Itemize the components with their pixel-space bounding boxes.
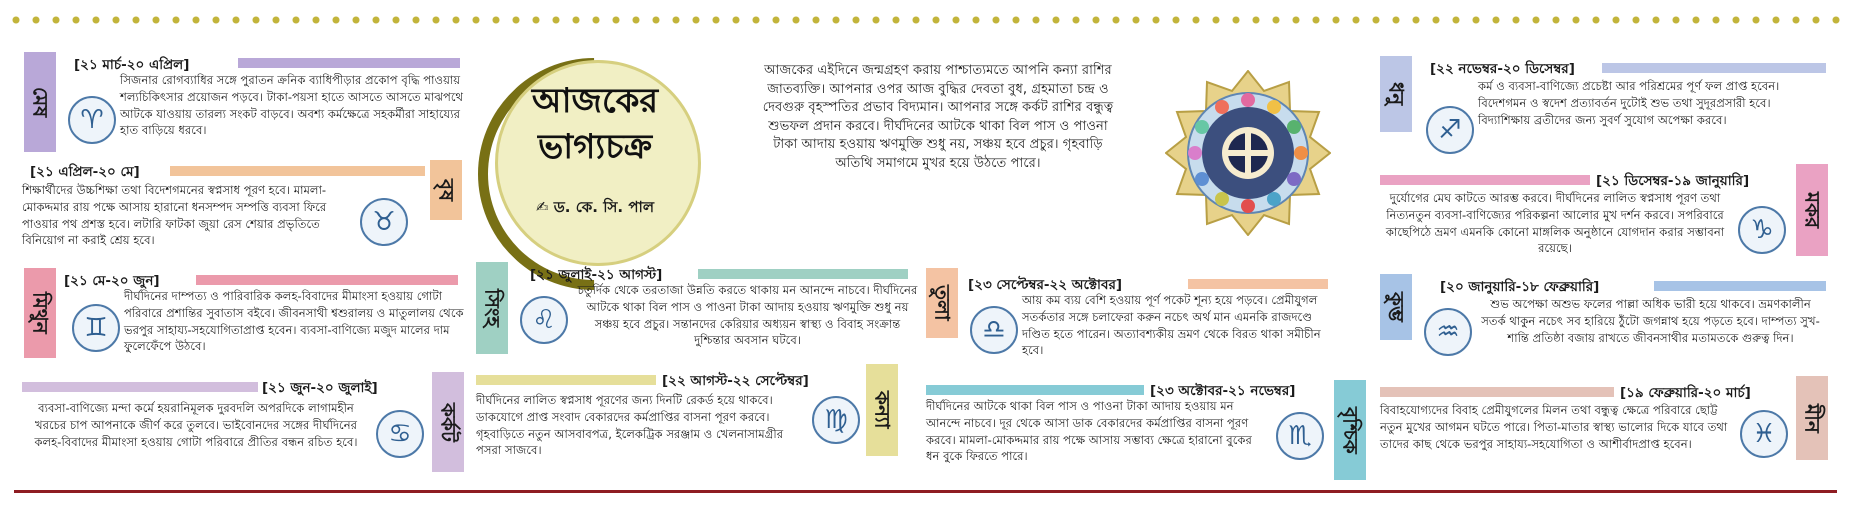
color-bar xyxy=(1380,175,1590,185)
sign-date: [২০ জানুয়ারি-১৮ ফেব্রুয়ারি] xyxy=(1440,279,1600,295)
title-line-1: আজকের xyxy=(531,81,659,121)
taurus-icon: ♉ xyxy=(360,198,408,246)
sign-text: শুভ অপেক্ষা অশুভ ফলের পাল্লা অধিক ভারী হয়ে থাকবে। ভ্রমণকালীন সতর্ক থাকুন নচেৎ সব হারিয়ে ঠুঁটো জগন্নাথ হয়ে পড়তে হবে। দাম্পত্য সুখ-শান্তি প্রতিষ্ঠা বজায় রাখতে জীবনসাথীর মতামতকে গুরুত্ব দিন। xyxy=(1481,297,1820,345)
sign-text: দীর্ঘদিনের দাম্পত্য ও পারিবারিক কলহ-বিবাদের মীমাংসা হওয়ায় গোটা পরিবারে প্রশান্তির সুবাতাস বইবে। জীবনসাথী শ্বশুরালয় ও মাতুলালয় থেকে ভরপুর সাহায্য-সহযোগিতাপ্রাপ্ত হবেন। ব্যবসা-বাণিজ্যে মজুদ মালের দাম ফুলেফেঁপে উঠবে। xyxy=(124,289,464,354)
color-bar xyxy=(1602,63,1826,73)
sign-name: কর্কট xyxy=(436,402,461,442)
leo-icon: ♌ xyxy=(520,296,568,344)
sign-name: ধনু xyxy=(1384,82,1409,106)
sign-date: [২৩ সেপ্টেম্বর-২২ অক্টোবর] xyxy=(968,277,1123,293)
sign-name: তুলা xyxy=(930,285,955,321)
sign-name: মেষ xyxy=(28,86,53,118)
sign-text: শিক্ষার্থীদের উচ্চশিক্ষা তথা বিদেশগমনের স্বপ্নসাধ পূরণ হবে। মামলা-মোকদ্দমার রায় পক্ষে আসায় হারানো ধনসম্পদ সম্পত্তি ব্যবসা ফিরে পাওয়ার পথ প্রশস্ত হবে। লটারি ফাটকা জুয়া রেস শেয়ার প্রভৃতিতে বিনিয়োগ না করাই শ্রেয় হবে। xyxy=(22,183,327,248)
sign-date: [২১ মে-২০ জুন] xyxy=(64,273,160,289)
sign-tab-kumbha xyxy=(1380,274,1412,340)
sign-name: মকর xyxy=(1800,191,1825,229)
sign-text: আয় কম ব্যয় বেশি হওয়ায় পূর্ণ পকেট শূন্য হয়ে পড়বে। প্রেমীযুগল সতর্কতার সঙ্গে চলাফেরা করুন নচেৎ অর্থ মান এমনকি রাজদণ্ডে দণ্ডিত হতে পারেন। অত্যাবশ্যকীয় ভ্রমণ থেকে বিরত থাকা সমীচীন হবে। xyxy=(1022,293,1321,358)
author-byline: ✍ ড. কে. সি. পাল xyxy=(535,198,655,216)
sign-date: [২১ ডিসেম্বর-১৯ জানুয়ারি] xyxy=(1596,173,1750,189)
aquarius-icon: ♒ xyxy=(1424,308,1472,356)
aries-icon: ♈ xyxy=(68,96,116,144)
sign-date: [২১ জুলাই-২১ আগস্ট] xyxy=(530,267,663,283)
sign-text: চতুর্দিক থেকে তরতাজা উন্নতি করতে থাকায় মন আনন্দে নাচবে। দীর্ঘদিনের আটকে থাকা বিল পাস ও পাওনা টাকা আদায় হওয়ায় ঋণমুক্তি শুধু নয় সঞ্চয় হবে প্রচুর। সন্তানদের কেরিয়ার অধ্যয়ন স্বাস্থ্য ও বিবাহ সংক্রান্ত দুশ্চিন্তার অবসান ঘটবে। xyxy=(577,283,918,348)
sign-tab-tula xyxy=(926,268,958,338)
zodiac-wheel-icon xyxy=(1165,70,1331,236)
sign-date: [২১ জুন-২০ জুলাই] xyxy=(262,380,378,396)
sign-tab-karkat xyxy=(432,372,464,472)
sagittarius-icon: ♐ xyxy=(1426,106,1474,154)
sign-name: মিথুন xyxy=(28,292,53,334)
sign-date: [২১ এপ্রিল-২০ মে] xyxy=(30,164,140,180)
color-bar xyxy=(238,58,460,68)
capricorn-icon: ♑ xyxy=(1738,206,1786,254)
sign-date: [১৯ ফেব্রুয়ারি-২০ মার্চ] xyxy=(1620,385,1751,401)
color-bar xyxy=(1188,279,1328,289)
sign-tab-dhanu xyxy=(1380,56,1412,132)
sign-tab-brishchik xyxy=(1334,380,1366,480)
sign-tab-makar xyxy=(1796,164,1828,256)
sign-tab-singha xyxy=(476,262,508,354)
title-line-2: ভাগ্যচক্র xyxy=(537,127,653,167)
virgo-icon: ♍ xyxy=(812,396,860,444)
sign-name: কন্যা xyxy=(870,391,895,429)
libra-icon: ♎ xyxy=(970,306,1018,354)
color-bar xyxy=(476,375,656,385)
sign-date: [২৩ অক্টোবর-২১ নভেম্বর] xyxy=(1150,383,1296,399)
sign-name: বৃশ্চিক xyxy=(1338,406,1363,454)
sign-tab-mesh xyxy=(24,52,56,152)
sign-text: বিবাহযোগ্যদের বিবাহ প্রেমীযুগলের মিলন তথা বন্ধুত্ব ক্ষেত্রে পরিবারে ছোট্ট নতুন মুখের আগমন ঘটতে পারে। পিতা-মাতার স্বাস্থ্য ভালোর দিকে যাবে তথা তাদের কাছ থেকে ভরপুর সাহায্য-সহযোগিতা ও আশীর্বাদপ্রাপ্ত হবেন। xyxy=(1380,403,1728,451)
sign-date: [২২ নভেম্বর-২০ ডিসেম্বর] xyxy=(1430,61,1575,77)
sign-tab-meen xyxy=(1796,376,1828,460)
sign-text: ব্যবসা-বাণিজ্যে মন্দা কর্মে হয়রানিমূলক দুরবদলি অপরদিকে লাগামহীন খরচের চাপ আপনাকে জীর্ণ করে তুলবে। ভাইবোনদের সঙ্গের দীর্ঘদিনের কলহ-বিবাদের মীমাংসা হওয়ায় গোটা পরিবারে প্রীতির বন্ধন রচিত হবে। xyxy=(34,401,358,449)
gemini-icon: ♊ xyxy=(72,304,120,352)
cancer-icon: ♋ xyxy=(376,410,424,458)
dotted-border xyxy=(6,14,1845,26)
color-bar xyxy=(196,275,458,285)
sign-name: কুম্ভ xyxy=(1384,292,1409,322)
color-bar xyxy=(926,385,1144,395)
sign-tab-mithun xyxy=(24,268,56,358)
color-bar xyxy=(170,166,425,176)
color-bar xyxy=(22,382,258,392)
sign-name: বৃষ xyxy=(434,178,459,202)
intro-text: আজকের এইদিনে জন্মগ্রহণ করায় পাশ্চাত্যমতে আপনি কন্যা রাশির জাতব্যক্তি। আপনার ওপর আজ বুদ্ধির দেবতা বুধ, গ্রহমাতা চন্দ্র ও দেবগুরু বৃহস্পতির প্রভাব বিদ্যমান। আপনার সঙ্গে কর্কট রাশির বন্ধুত্ব শুভফল প্রদান করবে। দীর্ঘদিনের আটকে থাকা বিল পাস ও পাওনা টাকা আদায় হওয়ায় ঋণমুক্তি শুধু নয়, সঞ্চয় হবে প্রচুর। গৃহবাড়ি অতিথি সমাগমে মুখর হয়ে উঠতে পারে। xyxy=(762,63,1114,171)
sign-text: দীর্ঘদিনের আটকে থাকা বিল পাস ও পাওনা টাকা আদায় হওয়ায় মন আনন্দে নাচবে। দূর থেকে আসা ডাক বেকারদের কর্মপ্রাপ্তির বাসনা পূরণ করবে। মামলা-মোকদ্দমার রায় পক্ষে আসায় সম্ভাব্য ক্ষেত্রে হারানো বুকের ধন বুকে ফিরতে পারে। xyxy=(926,399,1252,464)
sign-tab-brish xyxy=(430,160,462,220)
color-bar xyxy=(698,269,908,279)
scorpio-icon: ♏ xyxy=(1276,412,1324,460)
bottom-rule xyxy=(14,490,1837,493)
sign-text: কর্ম ও ব্যবসা-বাণিজ্যে প্রচেষ্টা আর পরিশ্রমের পূর্ণ ফল প্রাপ্ত হবেন। বিদেশগমন ও স্বদেশ প্রত্যাবর্তন দুটোই শুভ তথা সুদূরপ্রসারী হবে। বিদ্যাশিক্ষায় ব্রতীদের জন্য সুবর্ণ সুযোগ অপেক্ষা করবে। xyxy=(1478,79,1780,127)
sign-date: [২১ মার্চ-২০ এপ্রিল] xyxy=(74,57,190,73)
color-bar xyxy=(1380,387,1614,397)
sign-name: সিংহ xyxy=(480,288,505,328)
sign-text: দুর্যোগের মেঘ কাটতে আরম্ভ করবে। দীর্ঘদিনের লালিত স্বপ্নসাধ পূরণ তথা নিত্যনতুন ব্যবসা-বাণিজ্যের পরিকল্পনা আলোর মুখ দর্শন করবে। সপরিবারে কাছেপিঠে ভ্রমণ এমনকি কোনো মাঙ্গলিক অনুষ্ঠানে যোগদান করার সম্ভাবনা রয়েছে। xyxy=(1385,191,1725,256)
sign-tab-kanya xyxy=(866,364,898,456)
color-bar xyxy=(1654,281,1826,291)
pisces-icon: ♓ xyxy=(1740,410,1788,458)
sign-name: মীন xyxy=(1800,403,1825,433)
sign-text: সিজনার রোগব্যাধির সঙ্গে পুরাতন ক্রনিক ব্যাধিপীড়ার প্রকোপ বৃদ্ধি পাওয়ায় শল্যচিকিৎসার প্রয়োজন পড়বে। টাকা-পয়সা হাতে আসতে আসতে মাঝপথে আটকে যাওয়ায় তারল্য সংকট বাড়বে। অবশ্য কর্মক্ষেত্রে সহকর্মীরা সাহায্যের হাত বাড়িয়ে ধরবে। xyxy=(120,73,464,138)
page-title xyxy=(495,78,695,170)
sign-date: [২২ আগস্ট-২২ সেপ্টেম্বর] xyxy=(662,373,809,389)
sign-text: দীর্ঘদিনের লালিত স্বপ্নসাধ পূরণের জন্য দিনটি রেকর্ড হয়ে থাকবে। ডাকযোগে প্রাপ্ত সংবাদ বেকারদের কর্মপ্রাপ্তির বাসনা পূরণ করবে। গৃহবাড়িতে নতুন আসবাবপত্র, ইলেকট্রিক সরঞ্জাম ও খেলনাসামগ্রীর পসরা সাজবে। xyxy=(476,393,784,458)
